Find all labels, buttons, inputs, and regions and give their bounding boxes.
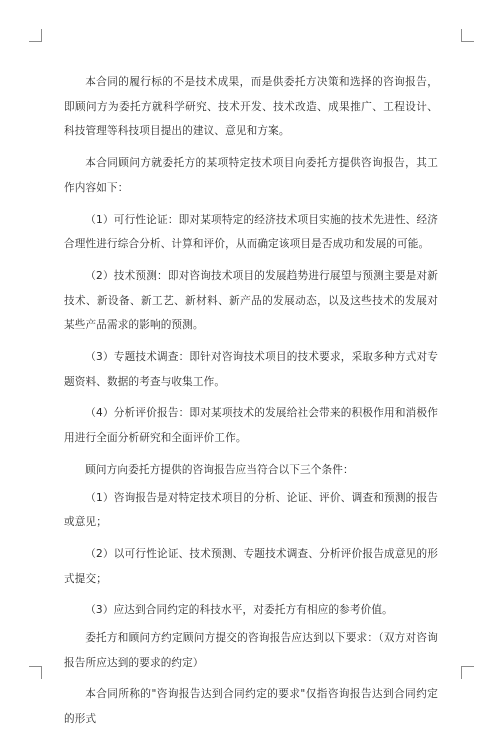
paragraph-work-content: 本合同顾问方就委托方的某项特定技术项目向委托方提供咨询报告，其工作内容如下： bbox=[64, 157, 438, 194]
paragraph-intro: 本合同的履行标的不是技术成果，而是供委托方决策和选择的咨询报告，即顾问方为委托方就科学研究、技术开发、技术改造、成果推广、工程设计、科技管理等科技项目提出的建议、意见和方案。 bbox=[64, 76, 438, 138]
paragraph-requirements: 委托方和顾问方约定顾问方提交的咨询报告应达到以下要求：（双方对咨询报告所应达到的要求的约定） bbox=[64, 632, 438, 669]
paragraph-condition-2: （2）以可行性论证、技术预测、专题技术调查、分析评价报告成意见的形式提交； bbox=[64, 547, 438, 585]
paragraph-item-forecast: （2）技术预测：即对咨询技术项目的发展趋势进行展望与预测主要是对新技术、新设备、新工艺、新材料、新产品的发展动态，以及这些技术的发展对某些产品需求的影响的预测。 bbox=[64, 269, 438, 332]
paragraph-item-feasibility: （1）可行性论证：即对某项特定的经济技术项目实施的技术先进性、经济合理性进行综合分析、计算和评价，从而确定该项目是否成功和发展的可能。 bbox=[64, 213, 438, 251]
crop-mark-bottom-left bbox=[29, 666, 42, 679]
document-body bbox=[64, 70, 438, 739]
paragraph-item-evaluation: （4）分析评价报告：即对某项技术的发展给社会带来的积极作用和消极作用进行全面分析研究和全面评价工作。 bbox=[64, 407, 438, 445]
paragraph-conditions: 顾问方向委托方提供的咨询报告应当符合以下三个条件： bbox=[85, 463, 354, 476]
crop-mark-bottom-right bbox=[461, 666, 474, 679]
paragraph-definition: 本合同所称的"咨询报告达到合同约定的要求"仅指咨询报告达到合同约定的形式 bbox=[64, 688, 438, 726]
crop-mark-top-left bbox=[29, 29, 42, 42]
crop-mark-top-right bbox=[461, 29, 474, 42]
paragraph-item-survey: （3）专题技术调查：即针对咨询技术项目的技术要求，采取多种方式对专题资料、数据的考查与收集工作。 bbox=[64, 351, 438, 388]
paragraph-condition-3: （3）应达到合同约定的科技水平，对委托方有相应的参考价值。 bbox=[85, 604, 393, 617]
paragraph-condition-1: （1）咨询报告是对特定技术项目的分析、论证、评价、调查和预测的报告或意见； bbox=[64, 491, 438, 529]
